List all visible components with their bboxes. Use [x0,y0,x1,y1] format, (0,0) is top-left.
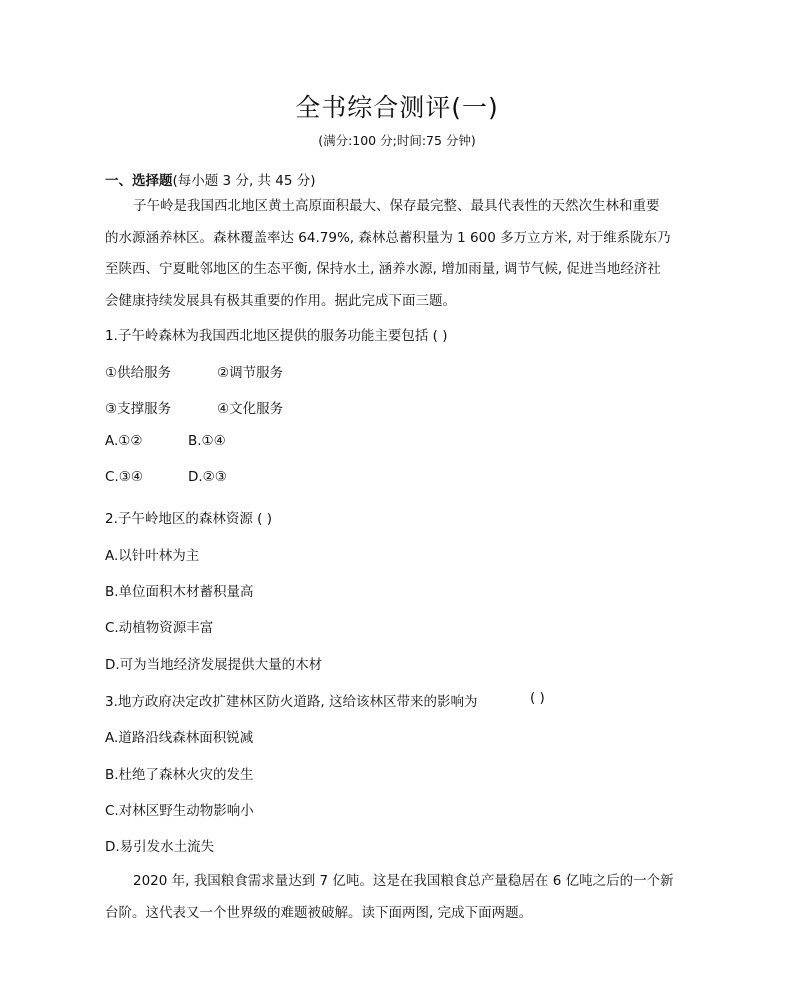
question-3-stem: 3.地方政府决定改扩建林区防火道路, 这给该林区带来的影响为 [105,694,478,710]
page-title: 全书综合测评(一) [295,93,499,122]
section-note: (每小题 3 分, 共 45 分) [172,173,316,189]
question-1-stem: 1.子午岭森林为我国西北地区提供的服务功能主要包括 ( ) [105,328,448,344]
passage-line: 的水源涵养林区。森林覆盖率达 64.79%, 森林总蓄积量为 1 600 多万立方米, 对于维系陇东乃 [105,229,671,246]
question-3-answer-paren: ( ) [530,690,545,706]
q2-option-d[interactable]: D.可为当地经济发展提供大量的木材 [105,657,323,673]
passage-grain [105,866,690,929]
q1-option-c[interactable]: C.③④ [105,469,143,485]
question-2-stem: 2.子午岭地区的森林资源 ( ) [105,511,272,527]
passage-ziwuling [105,191,690,317]
q1-item-2: ②调节服务 [217,365,284,381]
q2-option-b[interactable]: B.单位面积木材蓄积量高 [105,584,254,600]
passage-line: 子午岭是我国西北地区黄土高原面积最大、保存最完整、最具代表性的天然次生林和重要 [133,198,660,214]
q3-option-b[interactable]: B.杜绝了森林火灾的发生 [105,767,254,783]
q1-item-1: ①供给服务 [105,365,172,381]
section-heading [105,169,316,189]
q2-option-c[interactable]: C.动植物资源丰富 [105,620,214,636]
q2-option-a[interactable]: A.以针叶林为主 [105,548,200,564]
passage-line: 2020 年, 我国粮食需求量达到 7 亿吨。这是在我国粮食总产量稳居在 6 亿吨之后的一个新 [133,873,674,889]
q1-item-3: ③支撑服务 [105,401,172,417]
exam-info: (满分:100 分;时间:75 分钟) [318,133,476,148]
q1-item-4: ④文化服务 [217,401,284,417]
q1-option-d[interactable]: D.②③ [188,469,227,485]
q1-option-b[interactable]: B.①④ [188,433,226,449]
q1-option-a[interactable]: A.①② [105,433,143,449]
section-label: 一、选择题 [105,173,173,189]
passage-line: 台阶。这代表又一个世界级的难题被破解。读下面两图, 完成下面两题。 [105,904,533,921]
q3-option-a[interactable]: A.道路沿线森林面积锐减 [105,730,254,746]
passage-line: 会健康持续发展具有极其重要的作用。据此完成下面三题。 [105,292,456,309]
q3-option-c[interactable]: C.对林区野生动物影响小 [105,803,254,819]
q3-option-d[interactable]: D.易引发水土流失 [105,839,215,855]
passage-line: 至陕西、宁夏毗邻地区的生态平衡, 保持水土, 涵养水源, 增加雨量, 调节气候, 促进当地经济社 [105,261,661,277]
